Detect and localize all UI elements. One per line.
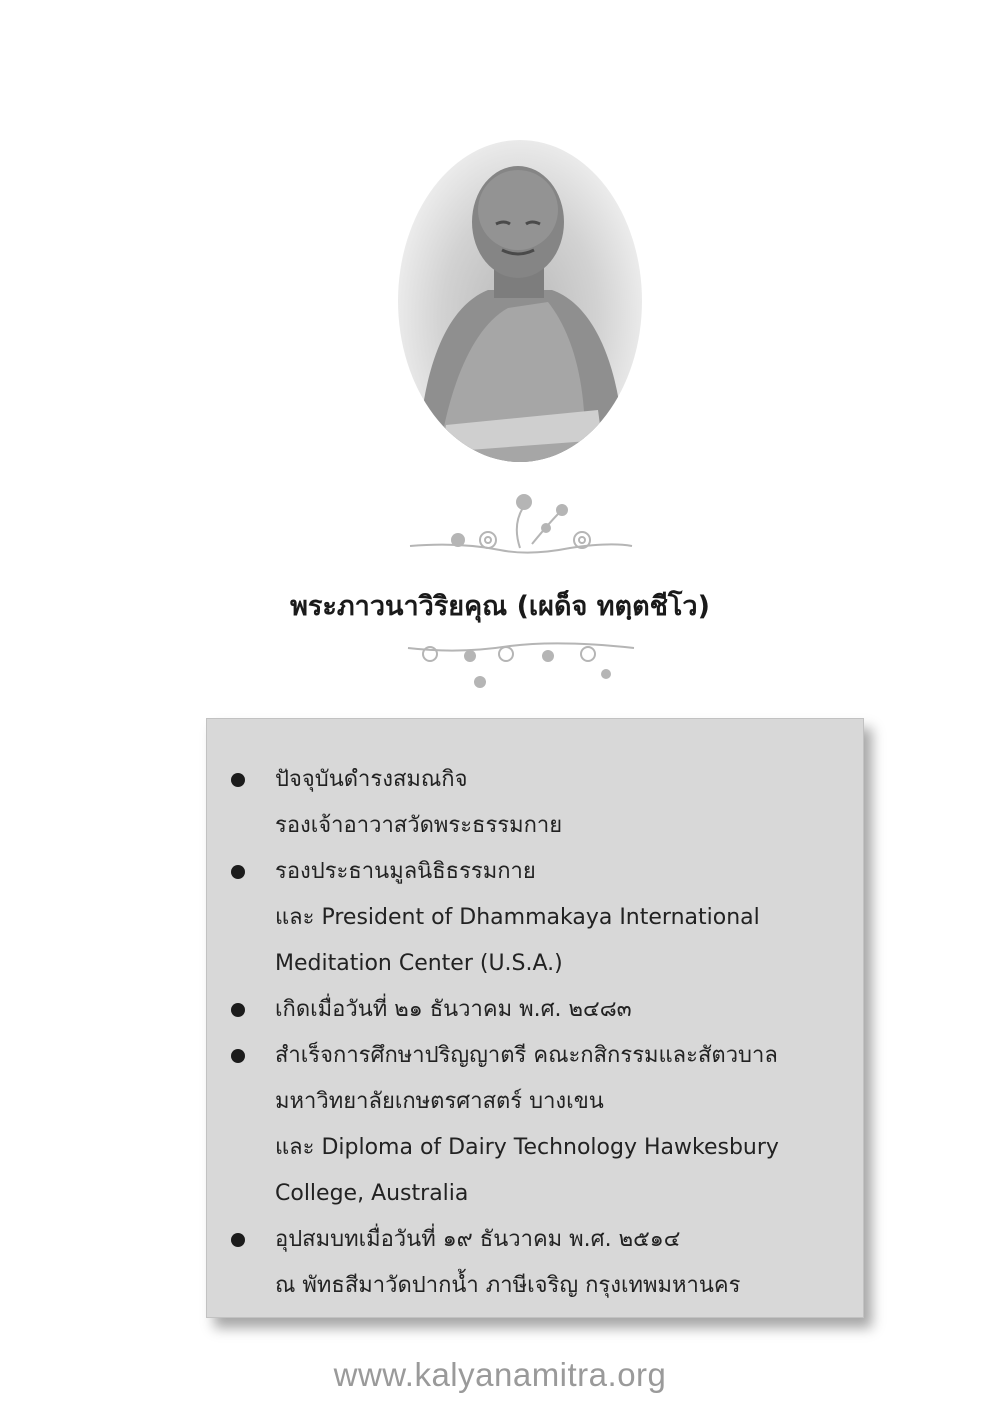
list-item-text: และ President of Dhammakaya International: [275, 905, 760, 930]
list-item: [227, 849, 857, 987]
bullet-icon: [231, 865, 245, 879]
list-item: [227, 757, 857, 849]
biography-card: [206, 718, 864, 1318]
bullet-icon: [231, 773, 245, 787]
list-item-text: รองเจ้าอาวาสวัดพระธรรมกาย: [275, 813, 563, 838]
list-item-text: อุปสมบทเมื่อวันที่ ๑๙ ธันวาคม พ.ศ. ๒๕๑๔: [275, 1227, 681, 1252]
list-item-text: ณ พัทธสีมาวัดปากน้ำ ภาษีเจริญ กรุงเทพมหานคร: [275, 1273, 741, 1298]
biography-list: [227, 757, 857, 1309]
floral-ornament-bottom: [400, 628, 640, 696]
list-item-text: รองประธานมูลนิธิธรรมกาย: [275, 859, 536, 884]
list-item-text: College, Australia: [275, 1181, 469, 1206]
monk-portrait: [398, 140, 642, 462]
floral-ornament-top: [400, 484, 640, 576]
list-item: [227, 987, 857, 1033]
website-url: www.kalyanamitra.org: [333, 1356, 667, 1393]
list-item-text: สำเร็จการศึกษาปริญญาตรี คณะกสิกรรมและสัตวบาล: [275, 1043, 778, 1068]
list-item: [227, 1217, 857, 1309]
list-item-text: Meditation Center (U.S.A.): [275, 951, 563, 976]
list-item-text: และ Diploma of Dairy Technology Hawkesbury: [275, 1135, 779, 1160]
list-item-text: มหาวิทยาลัยเกษตรศาสตร์ บางเขน: [275, 1089, 604, 1114]
bullet-icon: [231, 1049, 245, 1063]
list-item-text: เกิดเมื่อวันที่ ๒๑ ธันวาคม พ.ศ. ๒๔๘๓: [275, 997, 632, 1022]
list-item: [227, 1033, 857, 1217]
list-item-text: ปัจจุบันดำรงสมณกิจ: [275, 767, 468, 792]
monk-name: พระภาวนาวิริยคุณ (เผด็จ ทตฺตชีโว): [290, 591, 710, 622]
bullet-icon: [231, 1003, 245, 1017]
bullet-icon: [231, 1233, 245, 1247]
